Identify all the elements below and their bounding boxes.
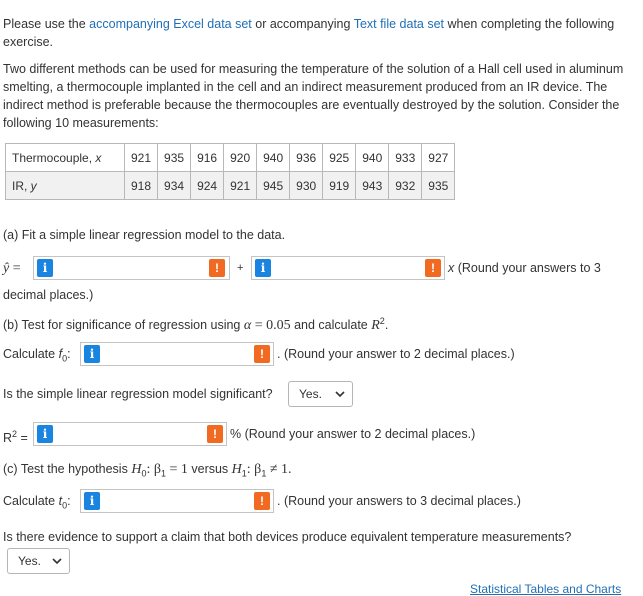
select-value: Yes. <box>299 387 322 401</box>
table-cell: 945 <box>257 172 290 200</box>
table-row <box>6 144 455 172</box>
evidence-select[interactable] <box>7 548 70 574</box>
table-cell: 919 <box>323 172 356 200</box>
row-header: Thermocouple, x <box>6 144 125 172</box>
table-cell: 921 <box>224 172 257 200</box>
f0-rounding-note: . (Round your answer to 2 decimal places.) <box>277 347 515 361</box>
text-data-link[interactable]: Text file data set <box>353 17 445 31</box>
table-cell: 925 <box>323 144 356 172</box>
table-cell: 932 <box>389 172 422 200</box>
slope-input[interactable] <box>251 256 445 280</box>
info-icon[interactable]: i <box>84 492 100 510</box>
r2-label: $R^2$ = <box>3 429 28 446</box>
table-cell: 920 <box>224 144 257 172</box>
table-cell: 918 <box>125 172 158 200</box>
row-header: IR, y <box>6 172 125 200</box>
rounding-note-continued: decimal places.) <box>3 288 94 302</box>
r2-input[interactable] <box>33 422 227 446</box>
table-cell: 930 <box>290 172 323 200</box>
table-cell: 927 <box>422 144 455 172</box>
info-icon[interactable]: i <box>84 345 100 363</box>
table-cell: 924 <box>191 172 224 200</box>
select-value: Yes. <box>18 554 41 568</box>
plus-sign: + <box>237 262 244 274</box>
t0-input[interactable] <box>80 489 274 513</box>
evidence-question: Is there evidence to support a claim that both devices produce equivalent temperature measurements? <box>3 530 572 544</box>
data-table <box>5 143 455 200</box>
f0-label: Calculate $f_0$: <box>3 347 71 364</box>
info-icon[interactable]: i <box>255 259 271 277</box>
error-icon[interactable]: ! <box>425 259 441 277</box>
intro-text: or accompanying <box>251 17 354 31</box>
table-cell: 921 <box>125 144 158 172</box>
significance-select[interactable] <box>288 381 353 407</box>
table-cell: 940 <box>356 144 389 172</box>
table-cell: 936 <box>290 144 323 172</box>
f0-input[interactable] <box>80 342 274 366</box>
significance-question: Is the simple linear regression model significant? <box>3 387 273 401</box>
table-cell: 935 <box>422 172 455 200</box>
chevron-down-icon <box>335 390 345 398</box>
excel-data-link[interactable]: accompanying Excel data set <box>89 17 252 31</box>
regression-equation-label: ŷ = <box>3 261 21 276</box>
t0-label: Calculate $t_0$: <box>3 494 71 511</box>
intercept-input[interactable] <box>33 256 230 280</box>
error-icon[interactable]: ! <box>254 492 270 510</box>
statistical-tables-link[interactable]: Statistical Tables and Charts <box>470 582 622 596</box>
table-cell: 943 <box>356 172 389 200</box>
table-cell: 933 <box>389 144 422 172</box>
error-icon[interactable]: ! <box>254 345 270 363</box>
instructions-paragraph <box>3 15 637 51</box>
error-icon[interactable]: ! <box>207 425 223 443</box>
intro-text: Please use the <box>3 17 90 31</box>
t0-rounding-note: . (Round your answers to 3 decimal places.) <box>277 494 521 508</box>
problem-description: Two different methods can be used for measuring the temperature of the solution of a Hall cell used in aluminum smelting, a thermocouple implanted in the cell and an indirect measurement produced from an IR device. The indirect method is preferable because the thermocouples are eventually destroyed by the solution. Consider the following 10 measurements: <box>3 62 624 130</box>
table-cell: 940 <box>257 144 290 172</box>
rounding-note: x (Round your answers to 3 <box>448 261 601 275</box>
chevron-down-icon <box>52 557 62 565</box>
intro-text: when completing the following exercise. <box>3 17 615 49</box>
info-icon[interactable]: i <box>37 425 53 443</box>
error-icon[interactable]: ! <box>209 259 225 277</box>
part-a-question: (a) Fit a simple linear regression model to the data. <box>3 228 286 242</box>
table-cell: 935 <box>158 144 191 172</box>
table-row <box>6 172 455 200</box>
info-icon[interactable]: i <box>37 259 53 277</box>
part-c-question: (c) Test the hypothesis $H_0$: $\beta_1 = 1$ versus $H_1$: $\beta_1 \ne 1$. <box>3 462 292 479</box>
table-cell: 934 <box>158 172 191 200</box>
part-b-question: (b) Test for significance of regression using α = 0.05 and calculate $R^2$. <box>3 316 389 334</box>
table-cell: 916 <box>191 144 224 172</box>
r2-rounding-note: % (Round your answer to 2 decimal places.) <box>230 427 476 441</box>
